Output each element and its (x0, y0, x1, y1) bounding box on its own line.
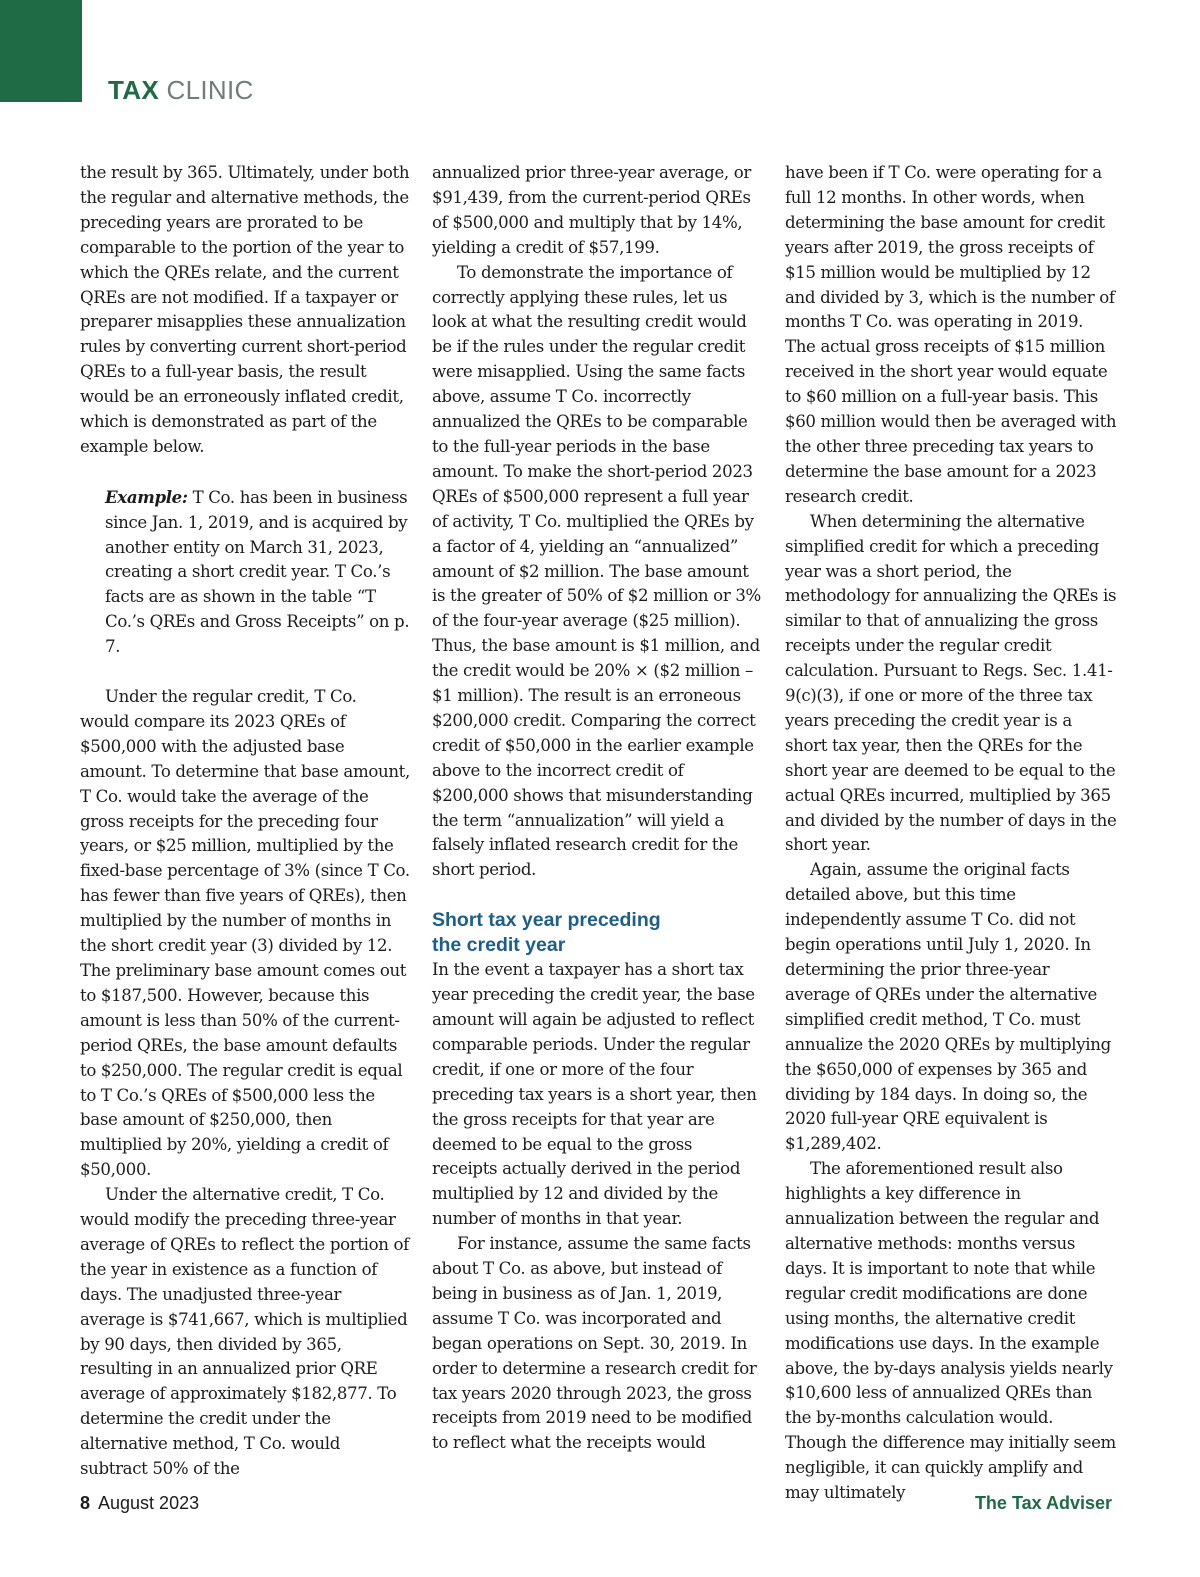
subheading-line-1: Short tax year preceding (432, 909, 661, 932)
column-2 (432, 161, 762, 1456)
paragraph: the result by 365. Ultimately, under both the regular and alternative methods, the preceding years are prorated to be comparable to the portion of the year to which the QREs relate, and the current QREs are not modified. If a taxpayer or preparer misapplies these annualization rules by converting current short-period QREs to a full-year basis, the result would be an erroneously inflated credit, which is demonstrated as part of the example below. (80, 163, 410, 456)
footer-folio (80, 1492, 199, 1514)
paragraph: Under the regular credit, T Co. would compare its 2023 QREs of $500,000 with the adjusted base amount. To determine that base amount, T Co. would take the average of the gross receipts for the preceding four years, or $25 million, multiplied by the fixed-base percentage of 3% (since T Co. has fewer than five years of QREs), then multiplied by the number of months in the short credit year (3) divided by 12. The preliminary base amount comes out to $187,500. However, because this amount is less than 50% of the current-period QREs, the base amount defaults to $250,000. The regular credit is equal to T Co.’s QREs of $500,000 less the base amount of $250,000, then multiplied by 20%, yielding a credit of $50,000. (80, 687, 410, 1180)
section-header (108, 74, 254, 106)
paragraph: For instance, assume the same facts about T Co. as above, but instead of being in business as of Jan. 1, 2019, assume T Co. was incorporated and began operations on Sept. 30, 2019. In order to determine a research credit for tax years 2020 through 2023, the gross receipts from 2019 need to be modified to reflect what the receipts would (432, 1234, 757, 1453)
column-1 (80, 161, 410, 1482)
subheading (432, 908, 762, 958)
paragraph: The aforementioned result also highlights a key difference in annualization between the regular and alternative methods: months versus days. It is important to note that while regular credit modifications are done using months, the alternative credit modifications use days. In the example above, the by-days analysis yields nearly $10,600 less of annualized QREs than the by-months calculation would. Though the difference may initially seem negligible, it can quickly amplify and may ultimately (785, 1159, 1116, 1503)
paragraph: In the event a taxpayer has a short tax year preceding the credit year, the base amount will again be adjusted to reflect comparable periods. Under the regular credit, if one or more of the four preceding tax years is a short year, then the gross receipts for that year are deemed to be equal to the gross receipts actually derived in the period multiplied by 12 and divided by the number of months in that year. (432, 960, 757, 1229)
paragraph: When determining the alternative simplified credit for which a preceding year was a short period, the methodology for annualizing the QREs is similar to that of annualizing the gross receipts under the regular credit calculation. Pursuant to Regs. Sec. 1.41-9(c)(3), if one or more of the three tax years preceding the credit year is a short tax year, then the QREs for the short year are deemed to be equal to the actual QREs incurred, multiplied by 365 and divided by the number of days in the short year. (785, 511, 1117, 855)
section-color-tab (0, 0, 82, 102)
column-3 (785, 161, 1117, 1506)
publication-name: The Tax Adviser (974, 1493, 1112, 1513)
issue-date: August 2023 (98, 1493, 200, 1513)
paragraph: Under the alternative credit, T Co. would modify the preceding three-year average of QREs to reflect the portion of the year in existence as a function of days. The unadjusted three-year average is $741,667, which is multiplied by 90 days, then divided by 365, resulting in an annualized prior QRE average of approximately $182,877. To determine the credit under the alternative method, T Co. would subtract 50% of the (80, 1185, 409, 1479)
paragraph: have been if T Co. were operating for a full 12 months. In other words, when determining the base amount for credit years after 2019, the gross receipts of $15 million would be multiplied by 12 and divided by 3, which is the number of months T Co. was operating in 2019. The actual gross receipts of $15 million received in the short year would equate to $60 million on a full-year basis. This $60 million would then be averaged with the other three preceding tax years to determine the base amount for a 2023 research credit. (785, 163, 1117, 506)
paragraph: Again, assume the original facts detailed above, but this time independently assume T Co. did not begin operations until July 1, 2020. In determining the prior three-year average of QREs under the alternative simplified credit method, T Co. must annualize the 2020 QREs by multiplying the $650,000 of expenses by 365 and dividing by 184 days. In doing so, the 2020 full-year QRE equivalent is $1,289,402. (785, 860, 1111, 1154)
section-header-light: CLINIC (166, 75, 254, 105)
example-text: T Co. has been in business since Jan. 1, 2019, and is acquired by another entity on March 31, 2023, creating a short credit year. T Co.’s facts are as shown in the table “T Co.’s QREs and Gross Receipts” on p. 7. (105, 487, 410, 657)
section-header-bold: TAX (108, 75, 159, 105)
paragraph: To demonstrate the importance of correctly applying these rules, let us look at what the resulting credit would be if the rules under the regular credit were misapplied. Using the same facts above, assume T Co. incorrectly annualized the QREs to be comparable to the full-year periods in the base amount. To make the short-period 2023 QREs of $500,000 represent a full year of activity, T Co. multiplied the QREs by a factor of 4, yielding an “annualized” amount of $2 million. The base amount is the greater of 50% of $2 million or 3% of the four-year average ($25 million). Thus, the base amount is $1 million, and the credit would be 20% × ($2 million – $1 million). The result is an erroneous $200,000 credit. Comparing the correct credit of $50,000 in the earlier example above to the incorrect credit of $200,000 shows that misunderstanding the term “annualization” will yield a falsely inflated research credit for the short period. (432, 262, 761, 880)
example-label: Example: (105, 486, 188, 507)
page-number: 8 (80, 1493, 91, 1513)
paragraph: annualized prior three-year average, or $91,439, from the current-period QREs of $500,000 and multiply that by 14%, yielding a credit of $57,199. (432, 163, 751, 257)
subheading-line-2: the credit year (432, 934, 566, 957)
example-paragraph (105, 485, 410, 660)
